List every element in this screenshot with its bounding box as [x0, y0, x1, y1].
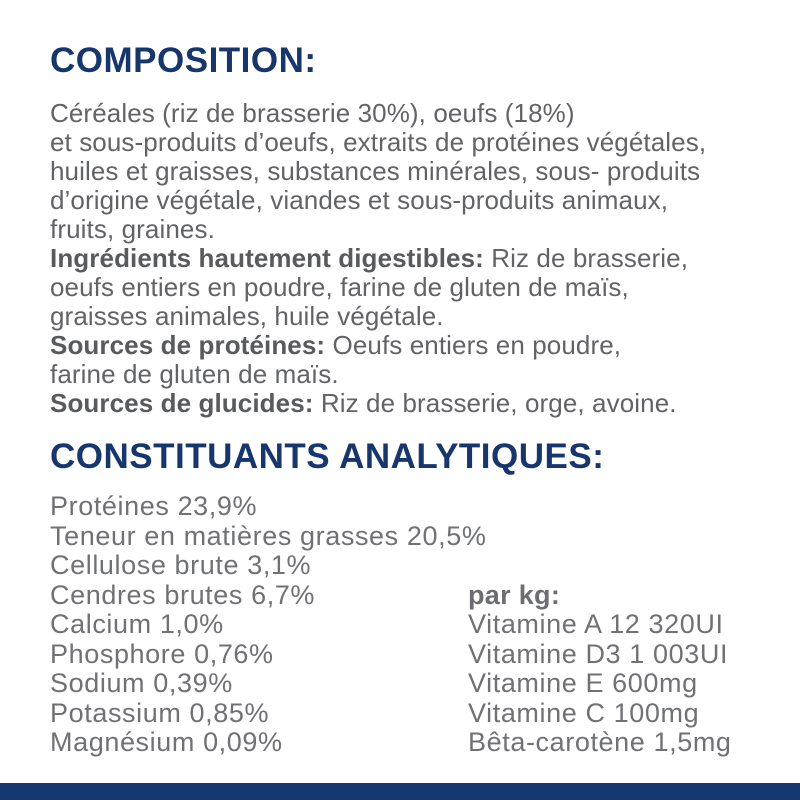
analytics-left-column	[50, 492, 486, 758]
composition-line-text: Oeufs entiers en poudre,	[325, 330, 622, 360]
analytics-item: Cendres brutes 6,7%	[50, 579, 316, 610]
analytics-right-column	[468, 581, 732, 758]
analytics-item: Calcium 1,0%	[50, 609, 224, 639]
composition-line	[50, 157, 780, 186]
composition-line	[50, 389, 780, 418]
composition-line-text: d’origine végétale, viandes et sous-produits animaux,	[50, 185, 669, 215]
per-kg-label: par kg:	[468, 579, 561, 610]
composition-line	[50, 128, 780, 157]
composition-line	[50, 244, 780, 273]
composition-line-text: fruits, graines.	[50, 214, 215, 244]
analytics-item: Cellulose brute 3,1%	[50, 550, 312, 580]
composition-line-text: huiles et graisses, substances minérales, sous- produits	[50, 156, 701, 186]
footer-navy-bar	[0, 783, 800, 800]
composition-line	[50, 99, 780, 128]
composition-line	[50, 215, 780, 244]
vitamin-item: Vitamine E 600mg	[468, 668, 698, 698]
composition-line-text: farine de gluten de maïs.	[50, 359, 339, 389]
composition-bold-label: Ingrédients hautement digestibles:	[50, 243, 484, 273]
composition-line-text: Riz de brasserie,	[483, 243, 689, 273]
composition-line-text: graisses animales, huile végétale.	[50, 301, 444, 331]
composition-line	[50, 186, 780, 215]
vitamin-item: Bêta-carotène 1,5mg	[468, 727, 732, 757]
analytics-item: Teneur en matières grasses 20,5%	[50, 520, 487, 551]
composition-line	[50, 331, 780, 360]
composition-line	[50, 302, 780, 331]
composition-line-text: oeufs entiers en poudre, farine de gluten de maïs,	[50, 272, 629, 302]
composition-line-text: Céréales (riz de brasserie 30%), oeufs (18%)	[50, 98, 575, 128]
analytics-item: Phosphore 0,76%	[50, 638, 274, 669]
composition-bold-label: Sources de protéines:	[50, 330, 326, 360]
vitamin-item: Vitamine C 100mg	[468, 697, 700, 728]
composition-heading: COMPOSITION:	[50, 41, 317, 80]
constituants-heading: CONSTITUANTS ANALYTIQUES:	[50, 437, 605, 476]
analytics-item: Potassium 0,85%	[50, 697, 270, 728]
vitamin-item: Vitamine A 12 320UI	[468, 609, 724, 639]
analytics-item: Protéines 23,9%	[50, 491, 258, 521]
composition-line-text: Riz de brasserie, orge, avoine.	[313, 388, 677, 418]
composition-line-text: et sous-produits d’oeufs, extraits de protéines végétales,	[50, 127, 707, 157]
composition-paragraph	[50, 99, 780, 418]
analytics-item: Magnésium 0,09%	[50, 727, 283, 757]
analytics-item: Sodium 0,39%	[50, 668, 233, 698]
composition-line	[50, 360, 780, 389]
composition-line	[50, 273, 780, 302]
composition-bold-label: Sources de glucides:	[50, 388, 314, 418]
vitamin-item: Vitamine D3 1 003UI	[468, 638, 729, 669]
